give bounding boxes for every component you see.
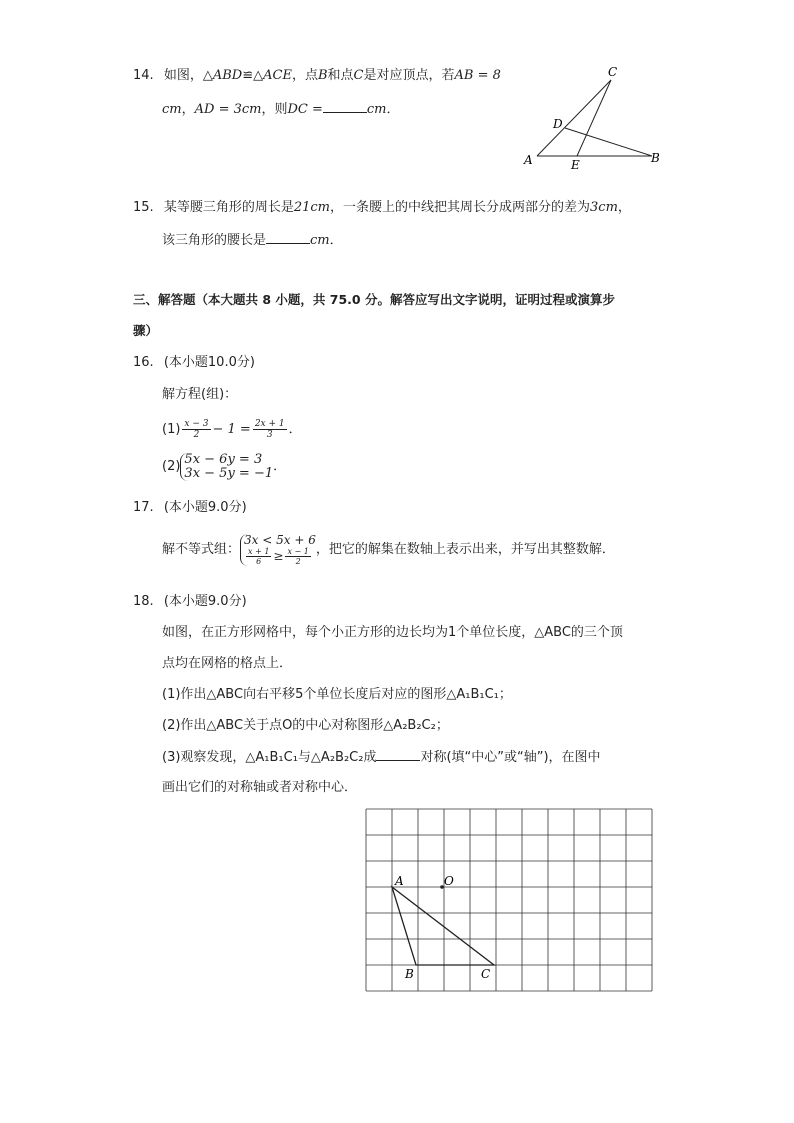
q18-desc-line1	[162, 624, 623, 642]
q15-text: 该三角形的腰长是	[162, 233, 267, 248]
q16-part2	[162, 452, 286, 482]
q18-part3-text-b: 对称(填“中心”或“轴”)，在图中	[420, 750, 601, 765]
q14-point-c: C	[353, 68, 364, 83]
q18-part1-text: (1)作出△ABC向右平移5个单位长度后对应的图形△A₁B₁C₁；	[162, 687, 512, 702]
q17-frac2-numerator: x − 1	[287, 546, 309, 556]
q17-suffix: ，把它的解集在数轴上表示出来，并写出其整数解．	[315, 542, 615, 557]
q18-header	[133, 593, 247, 611]
q14-text: 和点	[327, 68, 354, 83]
q16-eq2: 3x − 5y = −1	[184, 465, 274, 481]
q17-ineq1: 3x < 5x + 6	[244, 532, 316, 547]
q18-points: (本小题9.0分)	[163, 594, 247, 609]
q16-fraction-1	[182, 419, 210, 440]
q15-number: 15.	[133, 200, 154, 215]
q16-text: ．	[288, 422, 302, 437]
q18-part3-cont	[162, 779, 357, 797]
section3-heading-line2: 骤）	[133, 323, 159, 338]
q14-ab-expr: AB = 8	[454, 68, 501, 83]
q16-part1	[162, 417, 302, 443]
q17-ineq2	[244, 547, 316, 566]
q14-label-a: A	[524, 153, 533, 167]
q14-tri1: △ABD	[202, 68, 243, 83]
q17-prefix: 解不等式组：	[162, 542, 241, 557]
q14-label-d: D	[553, 117, 563, 131]
q17-number: 17.	[133, 500, 154, 515]
q15-text: ，一条腰上的中线把其周长分成两部分的差为	[330, 200, 591, 215]
q16-equation-system	[180, 453, 273, 481]
q14-text: ，	[181, 102, 195, 117]
q15-unit: cm	[310, 233, 330, 248]
q18-answer-blank[interactable]	[376, 748, 420, 761]
q17-frac2-denominator: 2	[295, 556, 301, 566]
q16-frac2-denominator: 3	[266, 430, 273, 440]
q14-unit: cm	[366, 102, 387, 117]
q17-body	[162, 528, 615, 572]
q17-frac2	[285, 547, 310, 566]
q15-line2	[162, 231, 343, 250]
q16-number: 16.	[133, 355, 154, 370]
q16-instruction-text: 解方程(组)：	[162, 387, 238, 402]
q16-points: (本小题10.0分)	[163, 355, 255, 370]
q14-label-b: B	[651, 151, 660, 165]
q17-header	[133, 499, 247, 517]
q16-instruction	[162, 386, 237, 404]
q16-frac2-numerator: 2x + 1	[254, 419, 285, 429]
q18-part3	[162, 748, 601, 767]
q14-text: 如图，	[163, 68, 203, 83]
q18-part3-text: (3)观察发现，△A₁B₁C₁与△A₂B₂C₂成	[162, 750, 377, 765]
q16-part1-label: (1)	[162, 422, 181, 437]
q18-label-a: A	[395, 874, 404, 888]
q18-part2-text: (2)作出△ABC关于点O的中心对称图形△A₂B₂C₂；	[162, 718, 449, 733]
q15-answer-blank[interactable]	[266, 231, 310, 244]
q14-text: 是对应顶点，若	[363, 68, 455, 83]
q16-header	[133, 354, 255, 372]
q16-text: ．	[273, 459, 287, 474]
q16-frac1-denominator: 2	[193, 430, 200, 440]
q14-unit: cm	[162, 102, 182, 117]
q14-text: ，则	[261, 102, 288, 117]
q14-number: 14.	[133, 68, 154, 83]
q18-part2	[162, 717, 449, 735]
q15-line1	[133, 199, 631, 217]
q14-answer-blank[interactable]	[323, 100, 367, 113]
q18-desc-line2	[162, 655, 292, 673]
q17-geq: ≥	[273, 548, 284, 563]
q14-text: ．	[386, 102, 400, 117]
q14-line1	[133, 67, 501, 85]
q18-desc2: 点均在网格的格点上．	[162, 656, 293, 671]
q16-eq1: 5x − 6y = 3	[184, 451, 263, 467]
q18-desc1: 如图，在正方形网格中，每个小正方形的边长均为1个单位长度，△ABC的三个顶	[162, 625, 623, 640]
q14-label-c: C	[608, 65, 618, 79]
q15-text: 某等腰三角形的周长是	[163, 200, 294, 215]
q14-line2	[162, 100, 400, 119]
q16-part1-mid: − 1 =	[212, 422, 251, 437]
q18-part3-text-c: 画出它们的对称轴或者对称中心．	[162, 780, 358, 795]
q14-ad-expr: AD = 3cm	[194, 102, 262, 117]
q17-frac1-numerator: x + 1	[248, 546, 270, 556]
q14-text: ，点	[291, 68, 318, 83]
q15-text: ，	[617, 200, 631, 215]
q15-text: ．	[329, 233, 343, 248]
q16-part2-label: (2)	[162, 459, 181, 474]
q17-inequality-system	[240, 534, 316, 566]
q18-part1	[162, 686, 512, 704]
q18-label-o: O	[444, 874, 454, 888]
q14-point-b: B	[317, 68, 328, 83]
q18-label-b: B	[405, 967, 414, 981]
q15-diff: 3cm	[590, 200, 618, 215]
q17-points: (本小题9.0分)	[163, 500, 247, 515]
q14-cong: ≌	[242, 68, 254, 83]
q14-label-e: E	[571, 158, 580, 172]
q18-grid-figure	[360, 805, 660, 1000]
q18-number: 18.	[133, 594, 154, 609]
q16-fraction-2	[253, 419, 287, 440]
q14-triangle-figure	[515, 62, 675, 177]
section3-heading-cont	[133, 322, 158, 340]
q15-perimeter: 21cm	[293, 200, 330, 215]
q18-label-c: C	[481, 967, 491, 981]
q17-frac1-denominator: 6	[256, 556, 262, 566]
q18-triangle-abc	[392, 887, 494, 965]
q14-dc-expr: DC =	[287, 102, 323, 117]
section3-heading	[133, 291, 615, 309]
section3-heading-line1: 三、解答题（本大题共 8 小题，共 75.0 分。解答应写出文字说明，证明过程或演算步	[133, 292, 615, 307]
q14-tri2: △ACE	[253, 68, 292, 83]
q16-frac1-numerator: x − 3	[184, 419, 209, 429]
q17-frac1	[246, 547, 271, 566]
